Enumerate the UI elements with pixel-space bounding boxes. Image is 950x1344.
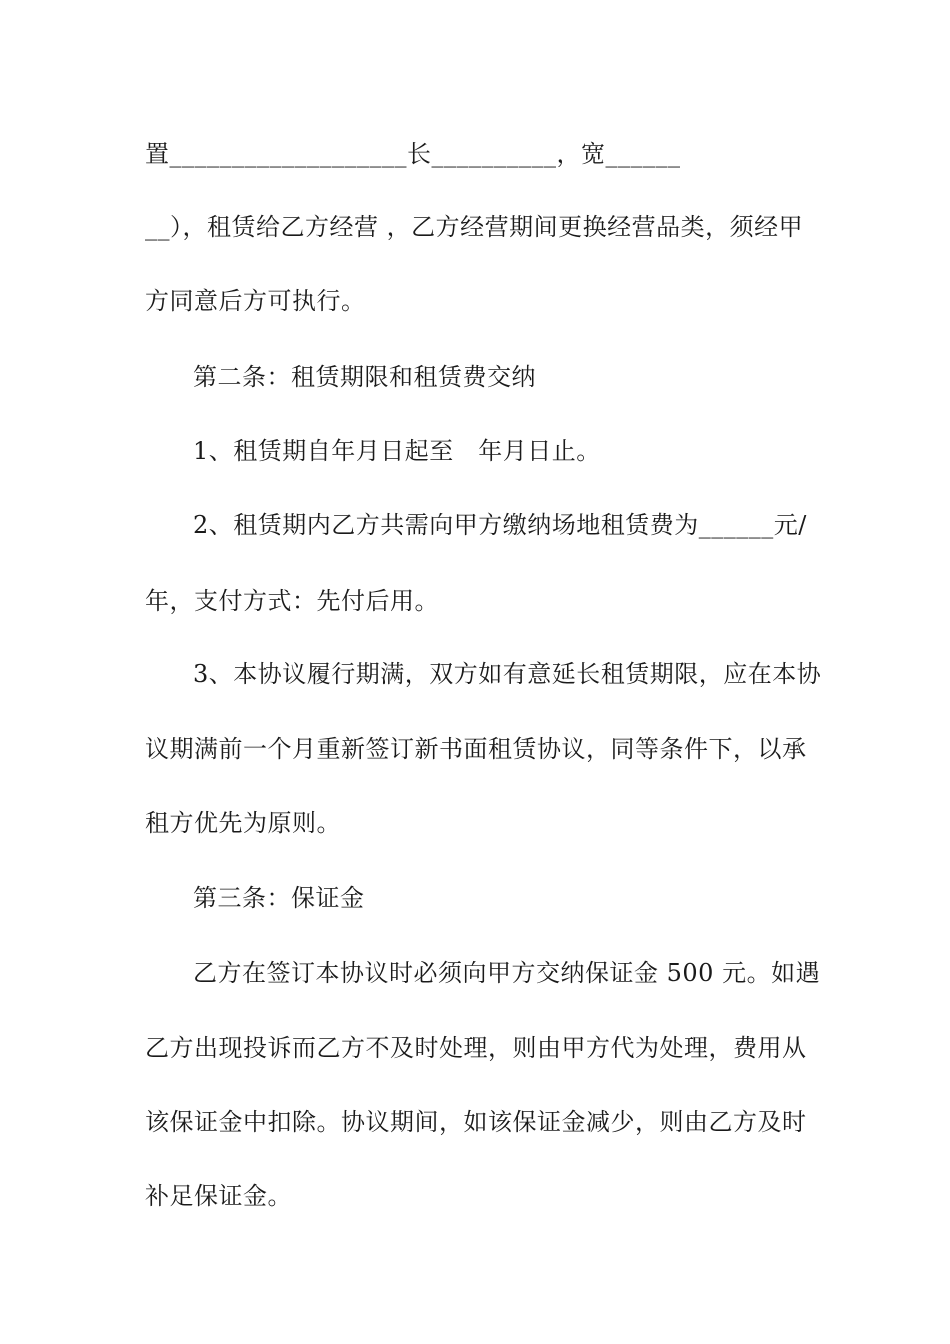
text-line: 年，支付方式：先付后用。 <box>145 587 439 615</box>
text-line: 乙方在签订本协议时必须向甲方交纳保证金 500 元。如遇 <box>193 959 821 987</box>
section-heading-article-3: 第三条：保证金 <box>193 884 365 912</box>
text-line: 方同意后方可执行。 <box>145 287 366 315</box>
section-heading-article-2: 第二条：租赁期限和租赁费交纳 <box>193 363 536 391</box>
text-line: 租方优先为原则。 <box>145 809 341 837</box>
text-line: 3、本协议履行期满，双方如有意延长租赁期限，应在本协 <box>193 660 822 688</box>
text-line: 1、租赁期自年月日起至 年月日止。 <box>193 437 601 465</box>
text-line: 补足保证金。 <box>145 1182 292 1210</box>
text-line: 议期满前一个月重新签订新书面租赁协议，同等条件下，以承 <box>145 735 807 763</box>
text-line: 置___________________长__________，宽______ <box>145 140 681 168</box>
text-line: 2、租赁期内乙方共需向甲方缴纳场地租赁费为______元/ <box>193 511 807 539</box>
text-line: 乙方出现投诉而乙方不及时处理，则由甲方代为处理，费用从 <box>145 1034 807 1062</box>
text-line: 该保证金中扣除。协议期间，如该保证金减少，则由乙方及时 <box>145 1108 807 1136</box>
text-line: __），租赁给乙方经营 ，乙方经营期间更换经营品类，须经甲 <box>145 213 804 241</box>
